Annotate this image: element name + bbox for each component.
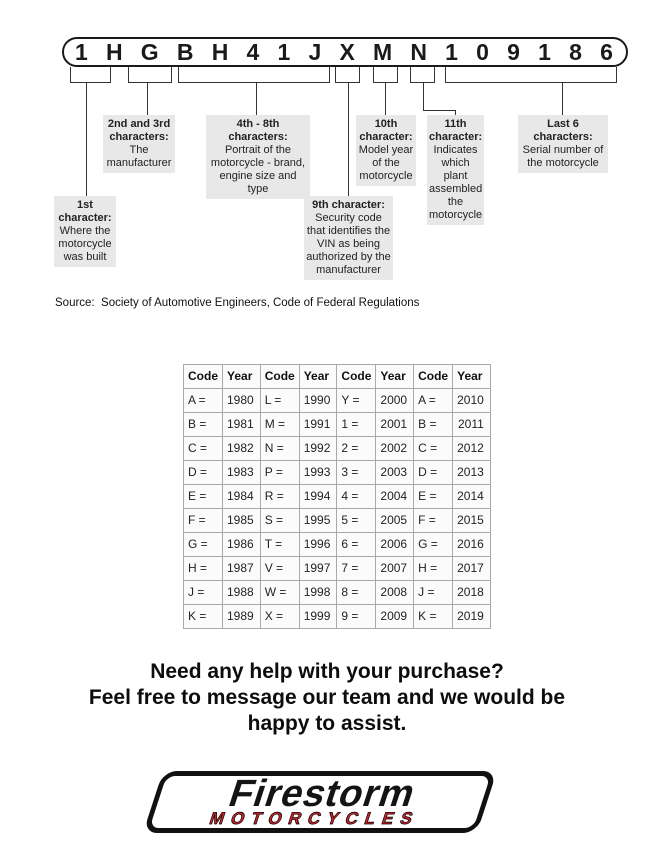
- callout-description: Where the motorcycle was built: [58, 225, 112, 263]
- table-cell: C =: [184, 437, 223, 461]
- callout-9th-character: [304, 196, 393, 280]
- table-cell: 1 =: [337, 413, 376, 437]
- table-cell: F =: [414, 509, 453, 533]
- table-cell: 7 =: [337, 557, 376, 581]
- firestorm-motorcycles-logo: [143, 771, 497, 833]
- bracket-11th-character: [410, 67, 435, 83]
- table-cell: D =: [184, 461, 223, 485]
- table-row: [184, 413, 491, 437]
- source-note: Source: Society of Automotive Engineers, Code of Federal Regulations: [55, 297, 420, 309]
- vin-character: X: [339, 39, 355, 65]
- table-cell: 2007: [376, 557, 414, 581]
- table-cell: 6 =: [337, 533, 376, 557]
- table-cell: 2000: [376, 389, 414, 413]
- table-cell: G =: [414, 533, 453, 557]
- table-header-cell: Code: [260, 365, 299, 389]
- table-cell: 1990: [299, 389, 337, 413]
- table-header-cell: Year: [223, 365, 261, 389]
- table-cell: N =: [260, 437, 299, 461]
- table-cell: 4 =: [337, 485, 376, 509]
- callout-last-6-characters: [518, 115, 608, 173]
- table-cell: 2014: [453, 485, 491, 509]
- callout-1st-character: [54, 196, 116, 267]
- table-row: [184, 485, 491, 509]
- callout-title: 1st character:: [58, 199, 112, 224]
- help-message: [0, 659, 654, 737]
- table-cell: 2010: [453, 389, 491, 413]
- year-code-table: [183, 364, 491, 629]
- vin-character: N: [410, 39, 427, 65]
- table-cell: C =: [414, 437, 453, 461]
- table-cell: 2015: [453, 509, 491, 533]
- bracket-9th-character: [335, 67, 360, 83]
- table-cell: 2011: [453, 413, 491, 437]
- year-code-table-body: [184, 389, 491, 629]
- bracket-1st-character: [70, 67, 111, 83]
- table-cell: A =: [414, 389, 453, 413]
- connector-line-1st: [86, 83, 87, 196]
- table-cell: J =: [414, 581, 453, 605]
- table-cell: K =: [184, 605, 223, 629]
- table-cell: R =: [260, 485, 299, 509]
- vin-character: J: [308, 39, 322, 65]
- table-cell: 2018: [453, 581, 491, 605]
- connector-line-4th-8th: [256, 83, 257, 115]
- table-row: [184, 605, 491, 629]
- table-cell: 1984: [223, 485, 261, 509]
- table-cell: D =: [414, 461, 453, 485]
- callout-title: 11th character:: [429, 118, 483, 143]
- table-cell: W =: [260, 581, 299, 605]
- table-cell: 1981: [223, 413, 261, 437]
- table-header-cell: Code: [414, 365, 453, 389]
- callout-title: 9th character:: [312, 199, 385, 211]
- table-cell: H =: [414, 557, 453, 581]
- vin-character: G: [140, 39, 159, 65]
- table-cell: 1995: [299, 509, 337, 533]
- help-message-line: Need any help with your purchase?: [150, 660, 504, 683]
- table-cell: 2005: [376, 509, 414, 533]
- table-cell: B =: [184, 413, 223, 437]
- table-cell: J =: [184, 581, 223, 605]
- vin-character: 1: [445, 39, 458, 65]
- table-cell: 2002: [376, 437, 414, 461]
- connector-line-9th: [348, 83, 349, 196]
- table-cell: 1983: [223, 461, 261, 485]
- callout-title: 2nd and 3rd characters:: [107, 118, 171, 143]
- table-cell: 1987: [223, 557, 261, 581]
- vin-character: B: [176, 39, 194, 65]
- table-cell: 2006: [376, 533, 414, 557]
- table-cell: S =: [260, 509, 299, 533]
- logo-subtitle: MOTORCYCLES: [207, 808, 423, 828]
- table-cell: 1992: [299, 437, 337, 461]
- table-row: [184, 557, 491, 581]
- vin-character: 1: [277, 39, 291, 65]
- bracket-10th-character: [373, 67, 398, 83]
- table-cell: H =: [184, 557, 223, 581]
- table-row: [184, 437, 491, 461]
- logo-brand-name: Firestorm: [223, 772, 422, 815]
- table-cell: Y =: [337, 389, 376, 413]
- vin-character: 9: [507, 39, 520, 65]
- connector-line-10th: [385, 83, 386, 115]
- table-row: [184, 461, 491, 485]
- connector-line-11th-a: [423, 83, 424, 111]
- table-cell: 2016: [453, 533, 491, 557]
- table-cell: F =: [184, 509, 223, 533]
- help-message-line: happy to assist.: [247, 712, 407, 735]
- vin-character: 4: [246, 39, 260, 65]
- table-cell: 2008: [376, 581, 414, 605]
- callout-description: The manufacturer: [106, 144, 172, 169]
- table-cell: 1988: [223, 581, 261, 605]
- vin-character: 6: [600, 39, 613, 65]
- vin-character: H: [211, 39, 229, 65]
- table-cell: 1985: [223, 509, 261, 533]
- table-cell: 2019: [453, 605, 491, 629]
- table-cell: 1986: [223, 533, 261, 557]
- vin-character: 8: [569, 39, 582, 65]
- table-cell: K =: [414, 605, 453, 629]
- table-cell: 2 =: [337, 437, 376, 461]
- table-row: [184, 533, 491, 557]
- help-message-line: Feel free to message our team and we would be: [88, 686, 566, 709]
- table-row: [184, 389, 491, 413]
- table-cell: B =: [414, 413, 453, 437]
- table-cell: 1993: [299, 461, 337, 485]
- table-cell: 3 =: [337, 461, 376, 485]
- table-header-cell: Year: [453, 365, 491, 389]
- table-cell: 8 =: [337, 581, 376, 605]
- table-cell: 2009: [376, 605, 414, 629]
- table-cell: M =: [260, 413, 299, 437]
- vin-character: H: [105, 39, 123, 65]
- callout-description: Security code that identifies the VIN as being authorized by the manufacturer: [306, 212, 391, 276]
- table-row: [184, 509, 491, 533]
- table-row: [184, 581, 491, 605]
- table-cell: P =: [260, 461, 299, 485]
- callout-10th-character: [356, 115, 416, 186]
- table-cell: 2004: [376, 485, 414, 509]
- connector-line-2nd-3rd: [147, 83, 148, 115]
- vin-character: 1: [75, 39, 88, 65]
- callout-description: Portrait of the motorcycle - brand, engine size and type: [210, 144, 306, 195]
- year-code-table-head: [184, 365, 491, 389]
- table-cell: 1997: [299, 557, 337, 581]
- bracket-2nd-3rd-characters: [128, 67, 172, 83]
- table-cell: 2001: [376, 413, 414, 437]
- table-cell: E =: [414, 485, 453, 509]
- table-cell: A =: [184, 389, 223, 413]
- vin-character: 0: [476, 39, 489, 65]
- table-cell: T =: [260, 533, 299, 557]
- table-cell: 2003: [376, 461, 414, 485]
- table-cell: 2017: [453, 557, 491, 581]
- table-cell: 1991: [299, 413, 337, 437]
- table-cell: G =: [184, 533, 223, 557]
- table-cell: 2012: [453, 437, 491, 461]
- callout-title: 4th - 8th characters:: [228, 118, 288, 143]
- table-cell: 1994: [299, 485, 337, 509]
- callout-4th-8th-characters: [206, 115, 310, 199]
- callout-2nd-3rd-characters: [103, 115, 175, 173]
- vin-number-display: [62, 37, 628, 67]
- table-header-cell: Code: [184, 365, 223, 389]
- table-cell: E =: [184, 485, 223, 509]
- callout-description: Model year of the motorcycle: [358, 144, 414, 182]
- bracket-4th-8th-characters: [178, 67, 330, 83]
- table-cell: 1999: [299, 605, 337, 629]
- vin-character: 1: [538, 39, 551, 65]
- connector-line-11th-b: [423, 110, 456, 111]
- callout-title: Last 6 characters:: [533, 118, 593, 143]
- table-cell: 1996: [299, 533, 337, 557]
- table-header-cell: Year: [299, 365, 337, 389]
- table-cell: V =: [260, 557, 299, 581]
- table-cell: 1998: [299, 581, 337, 605]
- table-cell: 9 =: [337, 605, 376, 629]
- table-cell: 5 =: [337, 509, 376, 533]
- table-cell: X =: [260, 605, 299, 629]
- callout-description: Indicates which plant assembled the motorcycle: [429, 144, 483, 221]
- callout-title: 10th character:: [359, 118, 413, 143]
- callout-11th-character: [427, 115, 484, 225]
- table-cell: L =: [260, 389, 299, 413]
- table-header-cell: Year: [376, 365, 414, 389]
- table-header-cell: Code: [337, 365, 376, 389]
- table-cell: 1989: [223, 605, 261, 629]
- table-cell: 1982: [223, 437, 261, 461]
- callout-description: Serial number of the motorcycle: [522, 144, 604, 169]
- table-cell: 1980: [223, 389, 261, 413]
- bracket-last-6-characters: [445, 67, 617, 83]
- table-cell: 2013: [453, 461, 491, 485]
- connector-line-last-6: [562, 83, 563, 115]
- vin-character: M: [372, 39, 393, 65]
